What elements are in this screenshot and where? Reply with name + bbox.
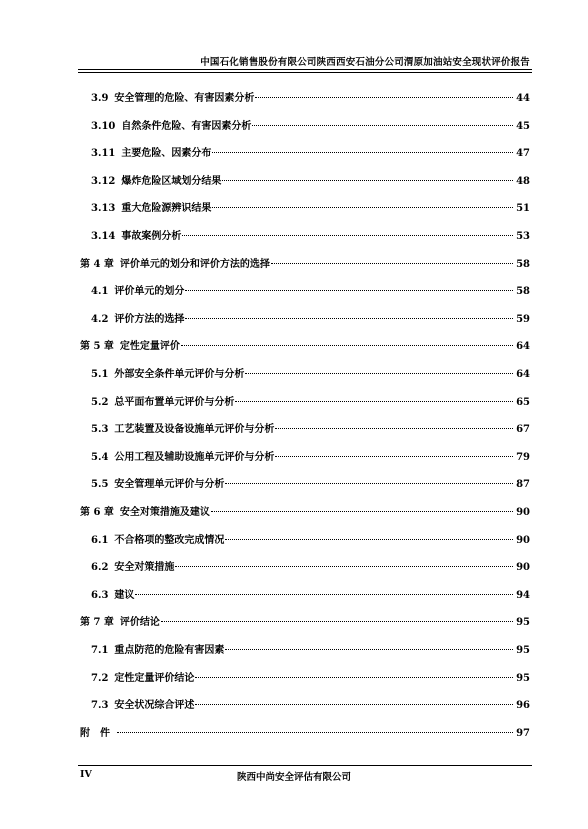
toc-chapter-entry[interactable]: [80, 255, 530, 271]
toc-entry-title: 安全对策措施及建议: [119, 507, 210, 518]
toc-entry-title: 安全对策措施: [114, 562, 175, 574]
toc-entry-title: 不合格项的整改完成情况: [114, 534, 225, 546]
toc-dot-leader: [255, 97, 513, 98]
toc-entry-page: 45: [516, 120, 530, 132]
toc-dot-leader: [161, 621, 513, 622]
toc-dot-leader: [212, 152, 513, 153]
toc-entry-number: 5.2: [91, 396, 109, 408]
toc-entry-page: 90: [516, 507, 530, 518]
toc-dot-leader: [271, 263, 513, 264]
toc-section-entry[interactable]: [91, 172, 530, 188]
toc-entry-number: 3.12: [91, 175, 116, 187]
toc-entry-number: 第 4 章: [80, 258, 114, 270]
toc-section-entry[interactable]: [91, 310, 530, 326]
toc-entry-title: 主要危险、因素分布: [121, 148, 212, 160]
toc-entry-page: 64: [516, 341, 530, 353]
toc-chapter-entry[interactable]: [80, 503, 530, 519]
toc-section-entry[interactable]: [91, 282, 530, 298]
toc-section-entry[interactable]: [91, 586, 530, 602]
toc-dot-leader: [252, 125, 513, 126]
toc-entry-page: 90: [516, 534, 530, 546]
toc-dot-leader: [185, 290, 513, 291]
toc-section-entry[interactable]: [91, 144, 530, 160]
toc-section-entry[interactable]: [91, 641, 530, 657]
toc-entry-title: 安全状况综合评述: [114, 700, 195, 712]
toc-entry-title: 自然条件危险、有害因素分析: [121, 120, 252, 132]
toc-entry-title: 公用工程及辅助设施单元评价与分析: [114, 451, 275, 463]
toc-section-entry[interactable]: [91, 420, 530, 436]
toc-entry-number: 3.13: [91, 203, 116, 215]
toc-dot-leader: [117, 732, 513, 733]
toc-entry-title: 定性定量评价: [119, 341, 180, 353]
toc-chapter-entry[interactable]: [80, 337, 530, 353]
toc-entry-number: 4.1: [91, 286, 109, 298]
toc-entry-title: 重点防范的危险有害因素: [114, 645, 225, 656]
toc-dot-leader: [185, 318, 513, 319]
toc-entry-page: 64: [516, 369, 530, 380]
toc-entry-title: 重大危险源辨识结果: [121, 203, 212, 215]
toc-dot-leader: [211, 511, 513, 512]
toc-entry-title: 评价单元的划分: [114, 286, 185, 298]
toc-entry-title: 建议: [114, 589, 135, 601]
toc-entry-number: 7.1: [91, 645, 109, 656]
toc-entry-page: 53: [516, 231, 530, 242]
toc-section-entry[interactable]: [91, 558, 530, 574]
toc-dot-leader: [235, 401, 513, 402]
toc-entry-title: 外部安全条件单元评价与分析: [114, 369, 245, 380]
toc-entry-page: 95: [516, 672, 530, 684]
toc-entry-number: 第 6 章: [80, 507, 114, 518]
toc-entry-number: 4.2: [91, 313, 109, 325]
toc-section-entry[interactable]: [91, 89, 530, 105]
toc-entry-page: 79: [516, 451, 530, 463]
toc-entry-title: 评价结论: [119, 617, 160, 629]
toc-entry-number: 5.5: [91, 479, 109, 491]
toc-chapter-entry[interactable]: [80, 724, 530, 740]
toc-section-entry[interactable]: [91, 227, 530, 243]
toc-dot-leader: [195, 677, 513, 678]
toc-dot-leader: [212, 207, 513, 208]
toc-entry-number: 3.14: [91, 231, 116, 242]
toc-entry-number: 5.3: [91, 424, 109, 436]
footer-company: 陕西中尚安全评估有限公司: [236, 772, 351, 783]
toc-entry-page: 65: [516, 396, 530, 408]
toc-entry-number: 3.10: [91, 120, 116, 132]
toc-entry-page: 95: [516, 617, 530, 629]
toc-entry-number: 第 7 章: [80, 617, 114, 629]
toc-entry-page: 96: [516, 700, 530, 712]
page-number: IV: [80, 769, 92, 780]
footer-rule: [78, 765, 532, 766]
toc-section-entry[interactable]: [91, 393, 530, 409]
toc-dot-leader: [182, 235, 513, 236]
toc-entry-number: 5.1: [91, 369, 109, 380]
header-rule-thin: [78, 72, 532, 73]
toc-dot-leader: [225, 649, 513, 650]
toc-dot-leader: [245, 373, 513, 374]
toc-dot-leader: [135, 594, 513, 595]
toc-entry-number: 6.2: [91, 562, 109, 574]
toc-entry-title: 工艺装置及设备设施单元评价与分析: [114, 424, 275, 436]
toc-entry-page: 47: [516, 148, 530, 160]
toc-chapter-entry[interactable]: [80, 613, 530, 629]
toc-dot-leader: [195, 704, 513, 705]
toc-dot-leader: [225, 483, 513, 484]
toc-section-entry[interactable]: [91, 199, 530, 215]
toc-section-entry[interactable]: [91, 531, 530, 547]
toc-entry-page: 44: [516, 93, 530, 104]
toc-entry-number: 6.3: [91, 589, 109, 601]
toc-entry-number: 3.9: [91, 93, 109, 104]
toc-entry-page: 94: [516, 589, 530, 601]
toc-section-entry[interactable]: [91, 475, 530, 491]
toc-entry-number: 6.1: [91, 534, 109, 546]
toc-dot-leader: [225, 539, 513, 540]
toc-entry-number: 7.3: [91, 700, 109, 712]
toc-entry-number: 5.4: [91, 451, 109, 463]
toc-entry-page: 97: [516, 727, 530, 739]
toc-entry-page: 87: [516, 479, 530, 491]
toc-entry-number: 7.2: [91, 672, 109, 684]
toc-entry-page: 90: [516, 562, 530, 574]
toc-entry-title: 定性定量评价结论: [114, 672, 195, 684]
toc-section-entry[interactable]: [91, 365, 530, 381]
toc-entry-title: 总平面布置单元评价与分析: [114, 396, 235, 408]
header-rule: [78, 69, 532, 70]
toc-entry-number: 3.11: [91, 148, 116, 160]
toc-dot-leader: [175, 566, 513, 567]
toc-dot-leader: [181, 345, 513, 346]
toc-entry-page: 51: [516, 203, 530, 215]
toc-entry-title: 安全管理单元评价与分析: [114, 479, 225, 491]
toc-section-entry[interactable]: [91, 117, 530, 133]
toc-dot-leader: [275, 428, 513, 429]
toc-entry-number: 第 5 章: [80, 341, 114, 353]
toc-entry-page: 58: [516, 258, 530, 270]
toc-entry-page: 48: [516, 175, 530, 187]
toc-entry-title: 事故案例分析: [121, 231, 182, 242]
toc-section-entry[interactable]: [91, 669, 530, 685]
toc-entry-page: 59: [516, 313, 530, 325]
toc-dot-leader: [222, 180, 513, 181]
running-header: 中国石化销售股份有限公司陕西西安石油分公司渭原加油站安全现状评价报告: [200, 57, 530, 68]
toc-entry-page: 67: [516, 424, 530, 436]
toc-entry-page: 58: [516, 286, 530, 298]
toc-entry-title: 评价单元的划分和评价方法的选择: [119, 258, 270, 270]
toc-entry-title: 安全管理的危险、有害因素分析: [114, 93, 255, 104]
toc-entry-title: 爆炸危险区域划分结果: [121, 175, 222, 187]
toc-dot-leader: [275, 456, 513, 457]
toc-section-entry[interactable]: [91, 448, 530, 464]
toc-entry-page: 95: [516, 645, 530, 656]
toc-section-entry[interactable]: [91, 696, 530, 712]
toc-entry-title: 评价方法的选择: [114, 313, 185, 325]
toc-entry-number: 附 件: [80, 727, 110, 739]
